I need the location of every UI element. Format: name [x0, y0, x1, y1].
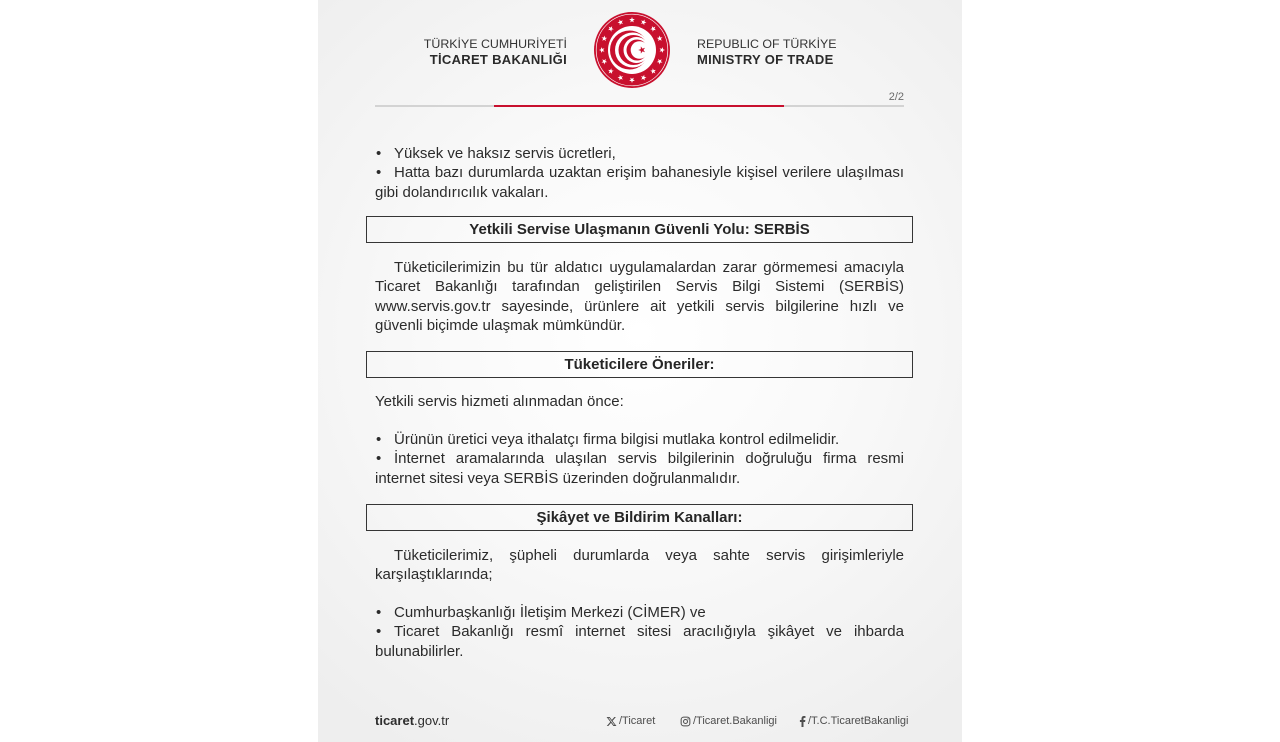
- bullet: •: [376, 431, 382, 448]
- header-divider-accent: [494, 105, 784, 107]
- list-item-first-line: [375, 430, 904, 449]
- social-handle: /Ticaret: [619, 715, 656, 727]
- footer-social-instagram: [680, 714, 777, 728]
- page-indicator: 2/2: [888, 91, 904, 103]
- complaints-paragraph: [375, 546, 904, 585]
- paragraph-line: güvenli biçimde ulaşmak mümkündür.: [375, 317, 626, 335]
- risks-list: [375, 144, 904, 202]
- list-item-continuation: gibi dolandırıcılık vakaları.: [375, 183, 549, 201]
- list-item: [375, 622, 904, 661]
- header-en-country: REPUBLIC OF TÜRKİYE: [697, 37, 837, 51]
- list-item-first-line: [375, 622, 904, 641]
- header-tr-ministry: TİCARET BAKANLIĞI: [429, 52, 567, 67]
- header-en-ministry: MINISTRY OF TRADE: [697, 52, 834, 67]
- list-item-first-line: [375, 603, 904, 622]
- bullet: •: [376, 450, 382, 468]
- list-item-first-line: [375, 144, 904, 163]
- section-title-text: Şikâyet ve Bildirim Kanalları:: [536, 509, 743, 526]
- serbis-paragraph: [375, 258, 904, 335]
- footer-website: [375, 713, 449, 729]
- paragraph-line: karşılaştıklarında;: [375, 566, 493, 584]
- facebook-icon: [799, 716, 806, 727]
- section-title-complaints: [366, 504, 913, 531]
- social-handle: /Ticaret.Bakanligi: [693, 715, 777, 727]
- list-item: [375, 449, 904, 488]
- document-page: [318, 0, 962, 742]
- list-item-text: Ticaret Bakanlığı resmî internet sitesi aracılığıyla şikâyet ve ihbarda: [394, 623, 904, 641]
- social-handle: /T.C.TicaretBakanligi: [808, 715, 909, 727]
- list-item: [375, 163, 904, 202]
- bullet: •: [376, 623, 382, 641]
- footer-social-x: [606, 714, 655, 728]
- list-item-continuation: bulunabilirler.: [375, 642, 464, 660]
- list-item: [375, 603, 904, 622]
- paragraph-line: Tüketicilerimizin bu tür aldatıcı uygulamalardan zarar görmemesi amacıyla: [394, 259, 904, 276]
- bullet: •: [376, 145, 382, 162]
- list-item-text: İnternet aramalarında ulaşılan servis bilgilerinin doğruluğu firma resmi: [394, 450, 904, 468]
- list-item-text: Ürünün üretici veya ithalatçı firma bilgisi mutlaka kontrol edilmelidir.: [394, 431, 840, 448]
- instagram-icon: [680, 716, 691, 727]
- complaints-list: [375, 603, 904, 661]
- ministry-emblem-icon: [593, 11, 671, 89]
- list-item-text: Cumhurbaşkanlığı İletişim Merkezi (CİMER) ve: [394, 604, 706, 621]
- section-title-text: Yetkili Servise Ulaşmanın Güvenli Yolu: SERBİS: [469, 221, 810, 238]
- bullet: •: [376, 164, 382, 182]
- advice-intro: [375, 392, 904, 411]
- section-title-text: Tüketicilere Öneriler:: [564, 356, 715, 373]
- x-logo-icon: [606, 716, 617, 727]
- advice-list: [375, 430, 904, 488]
- list-item-continuation: internet sitesi veya SERBİS üzerinden doğrulanmalıdır.: [375, 469, 741, 487]
- list-item: [375, 430, 904, 449]
- list-item-first-line: [375, 449, 904, 468]
- header-tr-country: TÜRKİYE CUMHURİYETİ: [423, 37, 567, 51]
- paragraph-line: www.servis.gov.tr sayesinde, ürünlere ait yetkili servis bilgilerine hızlı ve: [375, 297, 904, 315]
- advice-intro-text: Yetkili servis hizmeti alınmadan önce:: [375, 393, 624, 410]
- paragraph-line: Tüketicilerimiz, şüpheli durumlarda veya sahte servis girişimleriyle: [394, 547, 904, 564]
- paragraph-line: Ticaret Bakanlığı tarafından geliştirilen Servis Bilgi Sistemi (SERBİS): [375, 278, 904, 296]
- list-item: [375, 144, 904, 163]
- bullet: •: [376, 604, 382, 621]
- list-item-text: Yüksek ve haksız servis ücretleri,: [394, 145, 616, 162]
- section-title-serbis: [366, 216, 913, 243]
- list-item-first-line: [375, 163, 904, 182]
- footer-social-facebook: [799, 714, 908, 728]
- footer-website-rest: .gov.tr: [414, 713, 450, 728]
- footer-website-bold: ticaret: [375, 713, 415, 728]
- section-title-advice: [366, 351, 913, 378]
- list-item-text: Hatta bazı durumlarda uzaktan erişim bahanesiyle kişisel verilere ulaşılması: [394, 164, 904, 182]
